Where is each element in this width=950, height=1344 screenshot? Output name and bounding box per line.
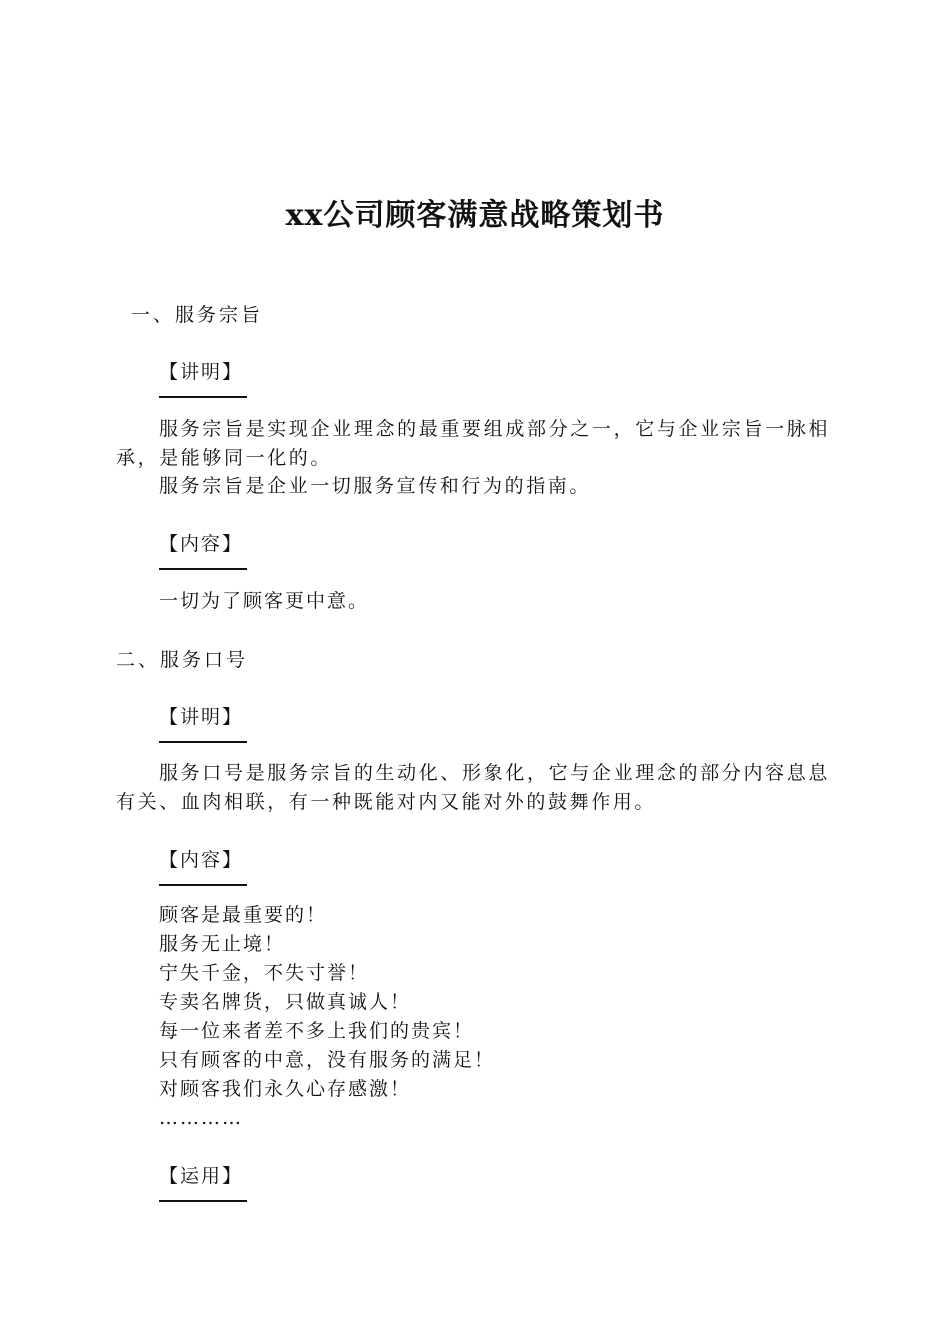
paragraph: 服务宗旨是企业一切服务宣传和行为的指南。: [159, 475, 592, 497]
label-explain: 【讲明】: [159, 361, 244, 383]
label-underline: [159, 1200, 247, 1202]
content-text: [159, 587, 369, 616]
label-underline: [159, 884, 247, 886]
paragraph: 服务口号是服务宗旨的生动化、形象化，它与企业理念的部分内容息息有关、血肉相联，有一种既能对内又能对外的鼓舞作用。: [116, 762, 830, 813]
slogan-list: [159, 901, 495, 1133]
slogan-item: 每一位来者差不多上我们的贵宾！: [159, 1020, 475, 1042]
label-content: 【内容】: [159, 533, 244, 555]
slogan-item: 宁失千金，不失寸誉！: [159, 962, 370, 984]
slogan-item: …………: [159, 1107, 243, 1129]
label-explain: 【讲明】: [159, 706, 244, 728]
label-usage: 【运用】: [159, 1165, 244, 1187]
document-title: xx公司顾客满意战略策划书: [285, 198, 665, 233]
label-content: 【内容】: [159, 849, 244, 871]
slogan-item: 专卖名牌货，只做真诚人！: [159, 991, 412, 1013]
content-line: 一切为了顾客更中意。: [159, 590, 370, 612]
slogan-item: 对顾客我们永久心存感激！: [159, 1078, 412, 1100]
slogan-item: 顾客是最重要的！: [159, 904, 328, 926]
slogan-item: 服务无止境！: [159, 933, 286, 955]
slogan-item: 只有顾客的中意，没有服务的满足！: [159, 1049, 496, 1071]
label-underline: [159, 396, 247, 398]
section-heading-service-purpose: 一、服务宗旨: [131, 304, 264, 326]
section-heading-service-slogan: 二、服务口号: [116, 649, 249, 671]
label-underline: [159, 741, 247, 743]
paragraph: 服务宗旨是实现企业理念的最重要组成部分之一，它与企业宗旨一脉相承，是能够同一化的。: [116, 418, 830, 469]
label-underline: [159, 568, 247, 570]
